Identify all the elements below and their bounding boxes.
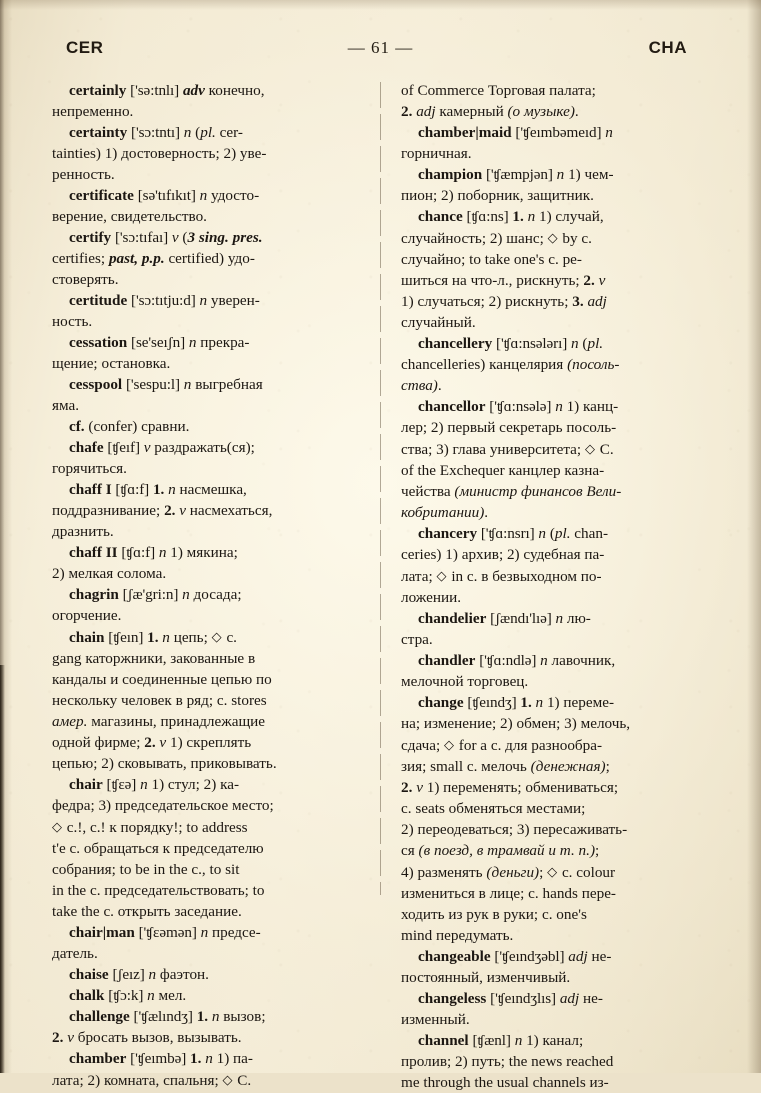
dictionary-entry-line: кандалы и соединенные цепью по bbox=[52, 671, 272, 688]
dictionary-entry-line-head: champion ['ʧæmpjən] n 1) чем- bbox=[418, 166, 614, 183]
dictionary-entry-line: chancelleries) канцелярия (посоль- bbox=[401, 356, 620, 373]
dictionary-entry-line-head: chair|man ['ʧɛəmən] n предсе- bbox=[69, 924, 261, 941]
dictionary-entry-line: чейства (министр финансов Вели- bbox=[401, 483, 622, 500]
dictionary-entry-line: сдача; ◇ for a c. для разнообра- bbox=[401, 737, 603, 754]
dictionary-entry-line-head: chandler ['ʧɑ:ndlə] n лавочник, bbox=[418, 652, 616, 669]
dictionary-entry-line: непременно. bbox=[52, 103, 134, 120]
dictionary-entry-line-head: cessation [se'seıʃn] n прекра- bbox=[69, 334, 250, 351]
dictionary-entry-line-head: changeless ['ʧeındʒlıs] adj не- bbox=[418, 990, 603, 1007]
dictionary-entry-line-head: chancellor ['ʧɑ:nsələ] n 1) канц- bbox=[418, 398, 619, 415]
dictionary-entry-line: постоянный, изменчивый. bbox=[401, 969, 571, 986]
dictionary-entry-line: на; изменение; 2) обмен; 3) мелочь, bbox=[401, 715, 631, 732]
dictionary-entry-line: c. seats обменяться местами; bbox=[401, 800, 586, 817]
dictionary-entry-line: пролив; 2) путь; the news reached bbox=[401, 1053, 614, 1070]
running-head-right-cue: CHA bbox=[648, 38, 687, 57]
dictionary-entry-line: огорчение. bbox=[52, 607, 122, 624]
dictionary-entry-line-head: chamber|maid ['ʧeımbəmeıd] n bbox=[418, 124, 613, 141]
dictionary-entry-line: зия; small c. мелочь (денежная); bbox=[401, 758, 610, 775]
dictionary-entry-line: ложении. bbox=[401, 589, 462, 606]
dictionary-entry-line: стоверять. bbox=[52, 271, 119, 288]
dictionary-entry-line: ства; 3) глава университета; ◇ C. bbox=[401, 441, 614, 458]
dictionary-entry-line: of the Exchequer канцлер казна- bbox=[401, 462, 605, 479]
dictionary-entry-line-head: chancellery ['ʧɑ:nsələrı] n (pl. bbox=[418, 335, 604, 352]
dictionary-entry-line-head: channel [ʧænl] n 1) канал; bbox=[418, 1032, 584, 1049]
dictionary-entry-line: кобритании). bbox=[401, 504, 489, 521]
dictionary-entry-line-head: chain [ʧeın] 1. n цепь; ◇ c. bbox=[69, 629, 237, 646]
dictionary-entry-line-head: chaff I [ʧɑ:f] 1. n насмешка, bbox=[69, 481, 247, 498]
dictionary-entry-line: лер; 2) первый секретарь посоль- bbox=[401, 419, 617, 436]
dictionary-entry-line: нескольку человек в ряд; c. stores bbox=[52, 692, 267, 709]
dictionary-entry-line: me through the usual channels из- bbox=[401, 1074, 609, 1091]
dictionary-entry-line: шиться на что-л., рискнуть; 2. v bbox=[401, 272, 606, 289]
text-columns bbox=[52, 80, 717, 1091]
dictionary-entry-line: амер. магазины, принадлежащие bbox=[52, 713, 266, 730]
dictionary-entry-line-head: certainly ['sə:tnlı] adv конечно, bbox=[69, 82, 265, 99]
running-head-left-cue: CER bbox=[66, 38, 104, 57]
dictionary-entry-line-head: chaff II [ʧɑ:f] n 1) мякина; bbox=[69, 544, 238, 561]
column-right bbox=[389, 80, 707, 1091]
dictionary-entry-line: горячиться. bbox=[52, 460, 127, 477]
dictionary-entry-line: собрания; to be in the c., to sit bbox=[52, 861, 240, 878]
column-divider-rule bbox=[380, 82, 381, 895]
dictionary-entry-line: лата; 2) комната, спальня; ◇ C. bbox=[52, 1072, 252, 1089]
dictionary-entry-line: случайность; 2) шанс; ◇ by c. bbox=[401, 230, 592, 247]
dictionary-entry-line: ность. bbox=[52, 313, 93, 330]
dictionary-entry-line-head: chafe [ʧeıf] v раздражать(ся); bbox=[69, 439, 255, 456]
dictionary-entry-line: пион; 2) поборник, защитник. bbox=[401, 187, 594, 204]
column-left bbox=[52, 80, 372, 1089]
dictionary-entry-line: поддразнивание; 2. v насмехаться, bbox=[52, 502, 273, 519]
dictionary-entry-line: цепью; 2) сковывать, приковывать. bbox=[52, 755, 277, 772]
dictionary-entry-line: 2. v бросать вызов, вызывать. bbox=[52, 1029, 242, 1046]
dictionary-entry-line-head: chair [ʧɛə] n 1) стул; 2) ка- bbox=[69, 776, 240, 793]
page-number: — 61 — bbox=[347, 38, 414, 57]
dictionary-entry-line: ства). bbox=[401, 377, 442, 394]
dictionary-entry-line: верение, свидетельство. bbox=[52, 208, 207, 225]
dictionary-entry-line: датель. bbox=[52, 945, 98, 962]
dictionary-entry-line: случайно; to take one's c. ре- bbox=[401, 251, 582, 268]
dictionary-entry-line-head: certitude ['sɔ:tıtju:d] n уверен- bbox=[69, 292, 260, 309]
page-right-edge-shadow bbox=[747, 0, 761, 1073]
dictionary-entry-line: t'e c. обращаться к председателю bbox=[52, 840, 264, 857]
dictionary-entry-line-head: chancery ['ʧɑ:nsrı] n (pl. chan- bbox=[418, 525, 609, 542]
dictionary-entry-line: mind передумать. bbox=[401, 927, 514, 944]
dictionary-entry-line: измениться в лице; c. hands пере- bbox=[401, 885, 616, 902]
dictionary-entry-line-head: certify ['sɔ:tıfaı] v (3 sing. pres. bbox=[69, 229, 263, 246]
dictionary-entry-line: мелочной торговец. bbox=[401, 673, 529, 690]
dictionary-entry-line: 4) разменять (деньги); ◇ c. colour bbox=[401, 864, 616, 881]
dictionary-entry-line-head: cesspool ['sespu:l] n выгребная bbox=[69, 376, 263, 393]
dictionary-entry-line: горничная. bbox=[401, 145, 472, 162]
dictionary-entry-line: случайный. bbox=[401, 314, 476, 331]
dictionary-entry-line: одной фирме; 2. v 1) скреплять bbox=[52, 734, 252, 751]
dictionary-entry-line: щение; остановка. bbox=[52, 355, 171, 372]
dictionary-entry-line: 2) мелкая солома. bbox=[52, 565, 167, 582]
dictionary-entry-line: of Commerce Торговая палата; bbox=[401, 82, 596, 99]
dictionary-entry-line-head: chance [ʧɑ:ns] 1. n 1) случай, bbox=[418, 208, 604, 225]
dictionary-entry-line-head: chalk [ʧɔ:k] n мел. bbox=[69, 987, 187, 1004]
dictionary-entry-line: стра. bbox=[401, 631, 433, 648]
dictionary-entry-line: лата; ◇ in c. в безвыходном по- bbox=[401, 568, 602, 585]
dictionary-entry-line-head: chagrin [ʃæ'gri:n] n досада; bbox=[69, 586, 242, 603]
dictionary-entry-line: ренность. bbox=[52, 166, 115, 183]
dictionary-entry-line: 2. adj камерный (о музыке). bbox=[401, 103, 579, 120]
dictionary-entry-line: 2) переодеваться; 3) пересаживать- bbox=[401, 821, 628, 838]
dictionary-entry-line-head: certificate [sə'tıfıkıt] n удосто- bbox=[69, 187, 260, 204]
dictionary-entry-line: ceries) 1) архив; 2) судебная па- bbox=[401, 546, 605, 563]
dictionary-entry-line: take the c. открыть заседание. bbox=[52, 903, 242, 920]
dictionary-entry-line: in the c. председательствовать; to bbox=[52, 882, 265, 899]
dictionary-entry-line: изменный. bbox=[401, 1011, 470, 1028]
dictionary-entry-line-head: change [ʧeındʒ] 1. n 1) переме- bbox=[418, 694, 614, 711]
dictionary-entry-line-head: chaise [ʃeız] n фаэтон. bbox=[69, 966, 209, 983]
dictionary-entry-line-head: challenge ['ʧælındʒ] 1. n вызов; bbox=[69, 1008, 266, 1025]
page-left-edge-shadow bbox=[0, 0, 12, 1073]
dictionary-entry-line: 2. v 1) переменять; обмениваться; bbox=[401, 779, 619, 796]
dictionary-entry-line-head: changeable ['ʧeındʒəbl] adj не- bbox=[418, 948, 612, 965]
dictionary-entry-line: федра; 3) председательское место; bbox=[52, 797, 274, 814]
running-head bbox=[0, 36, 761, 60]
dictionary-entry-line: ◇ c.!, c.! к порядку!; to address bbox=[52, 819, 248, 836]
dictionary-entry-line-head: certainty ['sɔ:tntı] n (pl. cer- bbox=[69, 124, 243, 141]
page-top-shadow bbox=[0, 0, 761, 10]
dictionary-entry-line: ходить из рук в руки; c. one's bbox=[401, 906, 587, 923]
dictionary-entry-line: дразнить. bbox=[52, 523, 114, 540]
dictionary-entry-line: tainties) 1) достоверность; 2) уве- bbox=[52, 145, 267, 162]
dictionary-entry-line: gang каторжники, закованные в bbox=[52, 650, 256, 667]
dictionary-entry-line: certifies; past, p.p. certified) удо- bbox=[52, 250, 255, 267]
dictionary-entry-line-head: cf. (confer) сравни. bbox=[69, 418, 190, 435]
dictionary-entry-line: ся (в поезд, в трамвай и т. п.); bbox=[401, 842, 600, 859]
dictionary-entry-line: яма. bbox=[52, 397, 80, 414]
dictionary-entry-line: 1) случаться; 2) рискнуть; 3. adj bbox=[401, 293, 607, 310]
dictionary-entry-line-head: chamber ['ʧeımbə] 1. n 1) па- bbox=[69, 1050, 253, 1067]
dictionary-entry-line-head: chandelier [ʃændı'lıə] n лю- bbox=[418, 610, 591, 627]
